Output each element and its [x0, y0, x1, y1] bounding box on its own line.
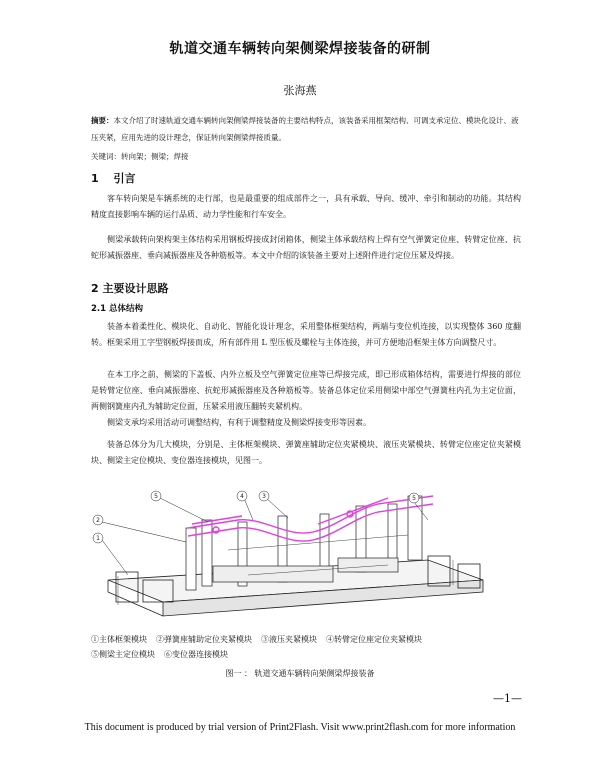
figure-legend: [91, 632, 431, 662]
welding-fixture-figure: [88, 480, 508, 630]
section2-paragraph-1: 装备本着柔性化、模块化、自动化、智能化设计理念，采用整体框架结构，两端与变位机连接，以实现整体 360 度翻转。框架采用工字型钢板焊接而成，所有部件用 L 型压板及螺栓与主体连接，并可方便地沿框架主体方向调整尺寸。: [91, 322, 521, 347]
callout-label-1: 1: [96, 535, 100, 542]
callout-label-3: 3: [262, 493, 266, 500]
legend-item-3: ③液压夹紧模块: [261, 635, 317, 644]
legend-item-5: ⑤侧梁主定位模块: [91, 650, 155, 659]
callout-label-5a: 5: [154, 493, 158, 500]
section2-paragraph-4: 装备总体分为几大模块，分别是、主体框架模块、弹簧座辅助定位夹紧模块、液压夹紧模块、转臂定位座定位夹紧模块、侧梁主定位模块、变位器连接模块，见图一。: [91, 440, 521, 465]
main-frame-module: [108, 556, 483, 616]
section1-paragraph-2: 侧梁承载转向架构架主体结构采用钢板焊接成封闭箱体，侧梁主体承载结构上焊有空气弹簧定位座、转臂定位座、抗蛇形减振器座、垂向减振器座及各种筋板等。本文中介绍的该装备主要对上述附件进行定位压紧及焊接。: [91, 235, 521, 260]
keywords: 关键词：转向架；侧梁；焊接: [91, 152, 189, 161]
page-number: —1—: [493, 692, 522, 705]
figure-caption: 图一 ： 轨道交通车辆转向架侧梁焊接装备: [225, 669, 375, 678]
section1-heading: 1 引言: [91, 172, 136, 185]
paper-title: 轨道交通车辆转向架侧梁焊接装备的研制: [169, 41, 431, 57]
abstract-label: 摘要：: [91, 116, 114, 125]
abstract-text: 本文介绍了时速轨道交通车辆转向架侧梁焊接装备的主要结构特点，该装备采用框架结构、可调支承定位、模块化设计、液压夹紧，应用先进的设计理念，保证转向架侧梁焊接质量。: [91, 116, 519, 142]
section1-paragraph-1: 客车转向架是车辆系统的走行部，也是最重要的组成部件之一，具有承载、导向、缓冲、牵引和制动的功能。其结构精度直接影响车辆的运行品质、动力学性能和行车安全。: [91, 194, 521, 219]
legend-line-1: [91, 632, 431, 647]
author: 张海燕: [283, 84, 317, 97]
legend-item-2: ②弹簧座辅助定位夹紧模块: [156, 635, 252, 644]
trial-footer-link[interactable]: This document is produced by trial version of Print2Flash. Visit www.print2flash.com for more information: [84, 722, 516, 733]
legend-item-6: ⑥变位器连接模块: [164, 650, 228, 659]
callout-label-5b: 5: [412, 495, 416, 502]
legend-item-1: ①主体框架模块: [91, 635, 147, 644]
legend-line-2: [91, 647, 431, 662]
callout-label-2: 2: [96, 517, 100, 524]
section2-heading: 2 主要设计思路: [91, 282, 169, 295]
section2-1-heading: 2.1 总体结构: [91, 304, 144, 314]
section2-paragraph-3: 侧梁支承均采用活动可调整结构，有利于调整精度及侧梁焊接变形等因素。: [107, 418, 371, 427]
callout-label-4: 4: [240, 493, 244, 500]
section2-paragraph-2: 在本工序之前，侧梁的下盖板、内外立板及空气弹簧定位座等已焊接完成，即已形成箱体结构，需要进行焊接的部位是转臂定位座、垂向减振器座、抗蛇形减振器座及各种筋板等。装备总体定位采用侧梁中部空气弹簧柱内孔为主定位面，两侧钢簧座内孔为辅助定位面，压紧采用液压翻转夹紧机构。: [91, 370, 521, 411]
abstract: [91, 112, 521, 146]
legend-item-4: ④转臂定位座定位夹紧模块: [326, 635, 422, 644]
